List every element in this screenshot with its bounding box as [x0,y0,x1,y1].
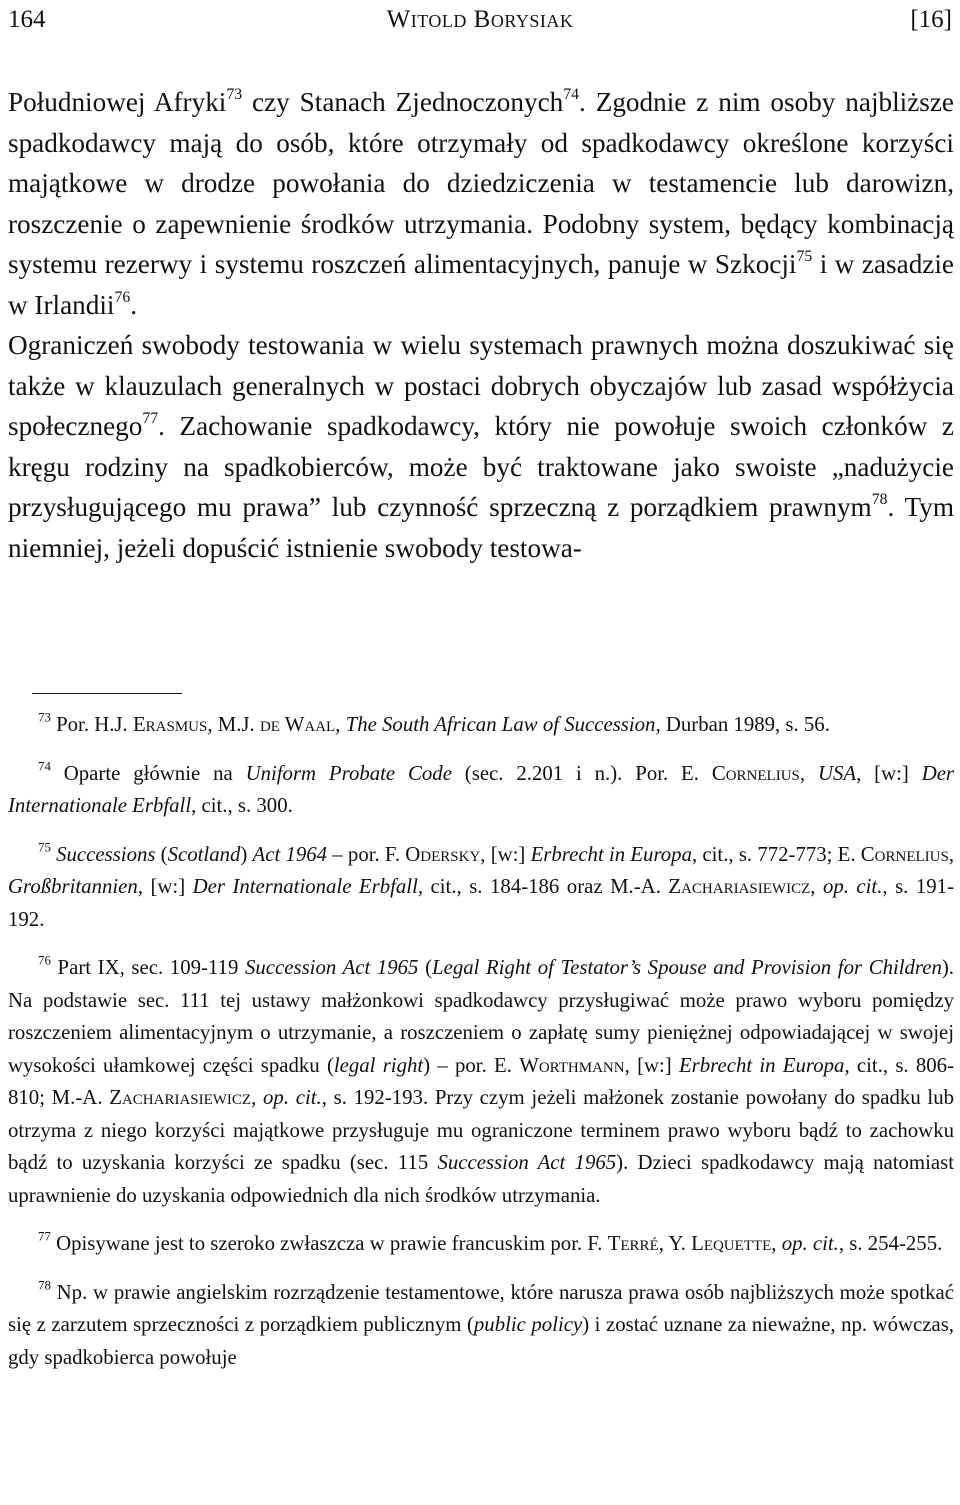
text-span: , [251,1086,264,1109]
footnote-77 [8,1228,954,1261]
italic-span: Successions [56,842,156,866]
author-name: Worthmann [519,1053,625,1077]
text-span: ) i zostać uznane za nieważne, np. wówczas, gdy spadkobierca powołuje [8,1313,954,1369]
footnote-74 [8,758,954,823]
footnotes [8,709,954,1390]
italic-span: op. cit. [781,1232,839,1255]
text-span: , [810,875,823,898]
text-span: . [130,289,138,320]
footnote-75 [8,839,954,937]
italic-span: Scotland [167,842,241,866]
text-span: czy Stanach Zjednoczonych [242,87,564,117]
text-span: ). Dzieci spadkodawcy mają natomiast uprawnienie do uzyskania odpowiednich dla nich środków utrzymania. [8,1151,954,1207]
text-span: Ograniczeń swobody testowania w wielu systemach prawnych można doszukiwać się także w klauzulach generalnych w postaci dobrych obyczajów lub zasad współżycia społecznego [8,330,954,441]
text-span: ) [240,842,253,866]
footnote-number: 74 [38,758,51,773]
footnote-number: 75 [38,839,51,854]
footnote-number: 77 [38,1229,51,1244]
footnote-ref: 73 [226,86,243,104]
text-span: , [335,713,346,736]
footnote-ref: 78 [871,491,888,509]
text-span: , [771,1232,782,1255]
text-span: , s. 254-255. [838,1232,943,1255]
section-number: [16] [910,6,952,33]
text-span: , s. 192-193. Przy czym jeżeli małżonek zostanie powołany do spadku lub otrzyma z niego korzyści majątkowe przysługuje mu ograniczone terminem prawo wyboru bądź to zachowku bądź to uzyskania korzyści ze spadku (sec. 115 [8,1086,955,1174]
italic-span: op. cit. [263,1086,322,1109]
text-span: , cit., s. 300. [191,794,293,817]
italic-span: Erbrecht in Europa [678,1053,845,1077]
body-text [8,82,954,568]
italic-span: Legal Right of Testator’s Spouse and Provision for Children [432,956,942,979]
text-span: ( [418,956,433,979]
author-name: de Waal [259,713,336,736]
footnote-number: 73 [38,710,51,725]
text-span: , [w:] [856,761,922,785]
text-span: Opisywane jest to szeroko zwłaszcza w prawie francuskim por. F. [56,1232,608,1255]
author-name: Lequette [691,1232,772,1255]
text-span: – por. F. [327,842,406,866]
text-span: ( [155,842,168,866]
footnote-ref: 75 [796,248,813,266]
footnote-ref: 76 [114,288,131,306]
footnote-separator [32,693,182,694]
italic-span: Großbritannien, [8,875,143,898]
author-name: Terré [607,1232,659,1255]
text-span: , cit., s. 184-186 oraz M.-A. [417,875,669,898]
text-span: , [w:] [624,1053,679,1077]
text-span: ). Na podstawie sec. 111 tej ustawy małżonkowi spadkodawcy przysługiwać może prawo wyboru pomiędzy roszczeniem alimentacyjnym o utrzymanie, a roszczeniem o zapłatę sumy pieniężnej odpowiadającej w swojej wysokości ułamkowej części spadku ( [8,956,954,1077]
text-span: Południowej Afryki [8,87,227,117]
text-span: Oparte głównie na [63,761,246,785]
footnote-78 [8,1277,954,1375]
italic-span: USA [817,761,857,785]
italic-span: Der Internationale Erbfall [8,761,955,817]
italic-span: legal right [333,1053,424,1077]
italic-span: op. cit. [822,875,883,898]
footnote-number: 76 [38,953,51,968]
author-name: Zachariasiewicz [668,875,811,898]
text-span: , s. 191-192. [8,875,954,931]
italic-span: Succession Act 1965 [437,1151,617,1174]
text-span: [w:] [143,875,193,898]
text-span: , cit., s. 772-773; E. [691,842,861,866]
text-span: Por. H.J. [56,713,133,736]
author-name: Erasmus [132,713,208,736]
italic-span: Der Internationale Erbfall [192,875,418,898]
body-paragraph [8,82,954,568]
italic-span: Erbrecht in Europa [530,842,692,866]
author-name: Odersky [405,842,481,866]
author-name: Zachariasiewicz [109,1086,252,1109]
italic-span: Act 1964 [252,842,328,866]
running-author: Witold Borysiak [386,6,574,33]
footnote-73 [8,709,954,742]
text-span: ) – por. E. [423,1053,520,1077]
text-span: , [w:] [480,842,531,866]
italic-span: The South African Law of Succession, [345,713,661,736]
author-name: Cornelius [711,761,800,785]
italic-span: Uniform Probate Code [245,761,452,785]
text-span: , [799,761,818,785]
text-span: (sec. 2.201 i n.). Por. E. [451,761,712,785]
running-header [8,2,952,38]
text-span: . Tym niemniej, jeżeli dopuścić istnienie swobody testowa- [8,492,954,563]
italic-span: Succession Act 1965 [245,956,419,979]
author-name: Cornelius [860,842,949,866]
text-span: . Zachowanie spadkodawcy, który nie powołuje swoich członków z kręgu rodziny na spadkobierców, może być traktowane jako swoiste „nadużycie przysługującego mu prawa” lub czynność sprzeczną z porządkiem prawnym [8,411,954,522]
text-span: , cit., s. 806-810; M.-A. [8,1053,954,1109]
footnote-ref: 77 [142,410,159,428]
text-span: Np. w prawie angielskim rozrządzenie testamentowe, które narusza prawa osób najbliższych może spotkać się z zarzutem sprzeczności z porządkiem publicznym ( [8,1280,954,1336]
text-span: i w zasadzie w Irlandii [8,249,954,320]
italic-span: public policy [473,1313,583,1336]
page-number: 164 [8,6,46,33]
footnote-76 [8,952,954,1212]
text-span: Durban 1989, s. 56. [660,713,830,736]
footnote-number: 78 [38,1277,51,1292]
text-span: , [948,842,955,866]
text-span: , M.J. [207,713,260,736]
footnote-ref: 74 [563,86,580,104]
text-span: . Zgodnie z nim osoby najbliższe spadkodawcy mają do osób, które otrzymały od spadkodawcy określone korzyści majątkowe w drodze powołania do dziedziczenia w testamencie lub darowizn, roszczenie o zapewnienie środków utrzymania. Podobny system, będący kombinacją systemu rezerwy i systemu roszczeń alimentacyjnych, panuje w Szkocji [8,87,954,279]
text-span: , Y. [658,1232,692,1255]
text-span: Part IX, sec. 109-119 [57,956,245,979]
